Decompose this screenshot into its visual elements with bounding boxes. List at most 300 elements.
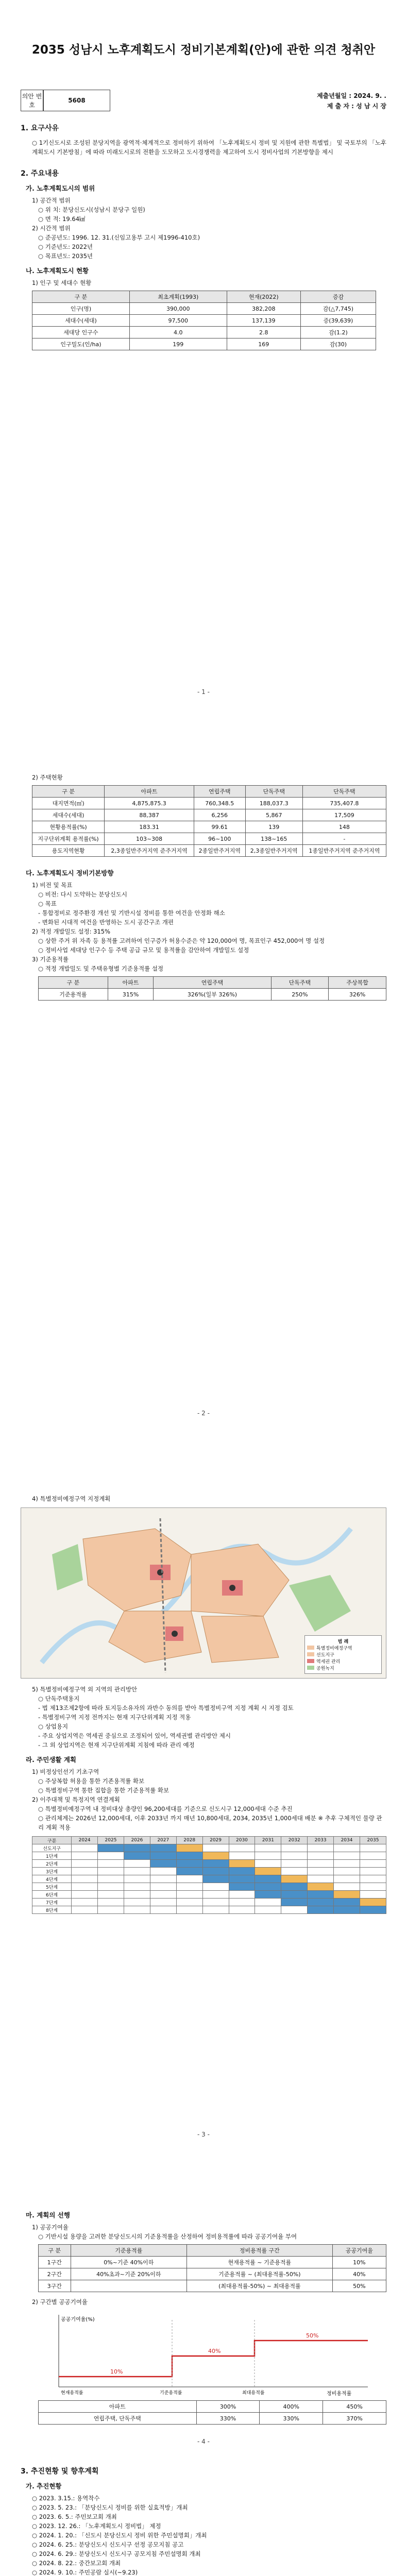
table-cell: 인구(명) <box>32 303 130 315</box>
chart-40pct: 40% <box>208 2348 221 2354</box>
table-cell: 326%(일부 326%) <box>154 989 271 1001</box>
item: ○ 기준년도: 2022년 <box>38 243 93 250</box>
item: 1) 인구 및 세대수 현황 <box>32 279 92 286</box>
legend-item <box>307 1651 379 1658</box>
paragraph: ○ 1기신도시로 조성된 분당지역을 광역적·체계적으로 정비하기 위하여 「노후계획도시 정비 및 지원에 관한 특별법」 및 국토부의 「노후계획도시 기본방침」에 따라 미래도시로의 전환을 도모하고 도시경쟁력을 제고하여 도시 정비사업의 기본방향을 제시 <box>32 139 387 156</box>
gantt-cell <box>281 1883 308 1891</box>
table-cell: 40% <box>332 2268 386 2280</box>
item: 2) 주택현황 <box>32 774 63 781</box>
gantt-cell <box>202 1868 229 1875</box>
gantt-row-label: 1단계 <box>32 1852 72 1860</box>
gantt-cell <box>176 1868 202 1875</box>
history-item: ○ 2024. 6. 25.: 분당신도시 신도시구 선정 공모지침 공고 <box>32 2541 184 2548</box>
history-item: ○ 2024. 8. 22.: 중간보고회 개최 <box>32 2560 121 2567</box>
housing-table <box>32 785 386 857</box>
item: 1) 비전 및 목표 <box>32 882 73 889</box>
gantt-cell <box>72 1852 98 1860</box>
table-cell: 300% <box>196 2401 260 2413</box>
gantt-cell <box>124 1883 150 1891</box>
table-cell: 450% <box>323 2401 386 2413</box>
section-heading: 3. 추진현황 및 향후계획 <box>21 2467 99 2476</box>
table-cell: 2구간 <box>39 2268 71 2280</box>
gantt-cell <box>360 1906 386 1914</box>
table-row <box>32 833 386 845</box>
item: - 통합정비로 정주환경 개선 및 기반시설 정비를 통한 여건을 안정화 해소 <box>38 909 225 917</box>
table-cell: 용도지역현황 <box>32 845 105 857</box>
gantt-cell <box>229 1844 255 1852</box>
gantt-cell <box>202 1906 229 1914</box>
gantt-row-label: 7단계 <box>32 1899 72 1906</box>
page-number: - 4 - <box>197 2438 210 2445</box>
gantt-cell <box>334 1891 360 1899</box>
table-row <box>32 821 386 833</box>
gantt-cell <box>229 1891 255 1899</box>
gantt-cell <box>176 1899 202 1906</box>
table-cell: - <box>302 833 386 845</box>
gantt-cell <box>176 1875 202 1883</box>
table-cell: 아파트 <box>39 2401 197 2413</box>
table-cell: 0%~기준 40%이하 <box>71 2257 186 2268</box>
table-header-cell: 연립주택 <box>194 786 245 798</box>
table-cell: 연립주택, 단독주택 <box>39 2413 197 2425</box>
item: 3) 기준용적률 <box>32 956 69 963</box>
gantt-cell <box>124 1891 150 1899</box>
gantt-header-cell: 2032 <box>281 1837 308 1844</box>
table-cell: 370% <box>323 2413 386 2425</box>
table-cell: 세대당 인구수 <box>32 327 130 338</box>
bill-info <box>21 90 386 111</box>
gantt-cell <box>229 1906 255 1914</box>
gantt-row <box>32 1906 386 1914</box>
gantt-header-cell: 2028 <box>176 1837 202 1844</box>
map-legend <box>304 1635 382 1674</box>
chart-y-label: 공공기여율(%) <box>61 2317 95 2323</box>
item: ○ 비전: 다시 도약하는 분당신도시 <box>38 891 127 898</box>
chart-current-far: 현재용적률 <box>61 2391 83 2396</box>
gantt-cell <box>334 1860 360 1868</box>
gantt-cell <box>98 1844 124 1852</box>
gantt-cell <box>229 1875 255 1883</box>
item: 2) 시간적 범위 <box>32 225 71 232</box>
page-number: - 1 - <box>197 688 210 696</box>
table-cell <box>71 2280 186 2292</box>
sub-heading: 나. 노후계획도시 현황 <box>26 267 89 275</box>
table-cell: 169 <box>227 338 300 350</box>
gantt-cell <box>229 1860 255 1868</box>
sub-heading: 라. 주민생활 계획 <box>26 1756 76 1764</box>
table-header-cell: 공공기여율 <box>332 2245 386 2257</box>
gantt-cell <box>176 1883 202 1891</box>
table-row <box>39 2280 386 2292</box>
table-cell: 40%초과~기준 20%이하 <box>71 2268 186 2280</box>
gantt-cell <box>255 1899 281 1906</box>
gantt-cell <box>255 1868 281 1875</box>
item: ○ 준공년도: 1996. 12. 31.(신임고용부 고시 제1996-410호) <box>38 234 200 241</box>
table-row <box>32 798 386 809</box>
gantt-cell <box>98 1899 124 1906</box>
gantt-cell <box>308 1844 334 1852</box>
table-row <box>32 315 376 327</box>
gantt-row <box>32 1875 386 1883</box>
item: 1) 비정상인선기 기초구역 <box>32 1768 99 1775</box>
gantt-header-cell: 2027 <box>150 1837 176 1844</box>
gantt-cell <box>308 1906 334 1914</box>
sub-heading: 가. 노후계획도시의 범위 <box>26 184 95 192</box>
gantt-cell <box>308 1852 334 1860</box>
page-1 <box>0 0 407 742</box>
gantt-cell <box>98 1852 124 1860</box>
gantt-cell <box>308 1891 334 1899</box>
table-cell: 96~100 <box>194 833 245 845</box>
gantt-header-cell: 2024 <box>72 1837 98 1844</box>
chart-base-far: 기준용적률 <box>160 2391 182 2396</box>
table-header-cell: 구 분 <box>32 786 105 798</box>
gantt-cell <box>98 1883 124 1891</box>
item: 2) 구간별 공공기여율 <box>32 2298 88 2306</box>
gantt-cell <box>334 1868 360 1875</box>
gantt-cell <box>176 1852 202 1860</box>
table-cell: 4.0 <box>129 327 227 338</box>
table-cell: 17,509 <box>302 809 386 821</box>
gantt-cell <box>255 1844 281 1852</box>
section-heading: 1. 요구사유 <box>21 124 59 132</box>
table-cell: 대지면적(㎡) <box>32 798 105 809</box>
gantt-cell <box>281 1906 308 1914</box>
table-cell: 감(1.2) <box>300 327 376 338</box>
item: - 변화된 시대적 여건을 반영하는 도시 공간구조 개편 <box>38 919 174 926</box>
table-header-cell: 단독주택 <box>271 977 329 989</box>
legend-title: 범 례 <box>337 1639 349 1645</box>
far-table <box>38 976 386 1001</box>
gantt-cell <box>150 1852 176 1860</box>
history-item: ○ 2023. 5. 23.: 「분당신도시 정비를 위한 실효적방」개최 <box>32 2504 188 2511</box>
item: ○ 상업용지 <box>38 1723 69 1730</box>
table-cell: 760,348.5 <box>194 798 245 809</box>
gantt-header-cell: 2026 <box>124 1837 150 1844</box>
gantt-cell <box>255 1875 281 1883</box>
document-title: 2035 성남시 노후계획도시 정비기본계획(안)에 관한 의견 청취안 <box>31 43 376 57</box>
table-cell: 183.31 <box>105 821 194 833</box>
table-cell: 99.61 <box>194 821 245 833</box>
table-cell: 1종일반주거지역 준주거지역 <box>302 845 386 857</box>
table-cell: 지구단위계획 용적률(%) <box>32 833 105 845</box>
gantt-cell <box>150 1868 176 1875</box>
gantt-cell <box>98 1868 124 1875</box>
gantt-cell <box>124 1868 150 1875</box>
legend-item <box>307 1658 379 1665</box>
submit-date: 제출년월일 : 2024. 9. . <box>317 92 386 99</box>
history-item: ○ 2024. 9. 10.: 주민공람 실시(~9.23) <box>32 2569 138 2576</box>
gantt-cell <box>72 1891 98 1899</box>
gantt-row-label: 5단계 <box>32 1883 72 1891</box>
item: ○ 목표 <box>38 900 57 907</box>
gantt-header-cell: 2031 <box>255 1837 281 1844</box>
gantt-cell <box>124 1899 150 1906</box>
table-header-cell: 단독주택 <box>245 786 302 798</box>
table-header-cell: 구 분 <box>39 2245 71 2257</box>
table-row <box>39 2268 386 2280</box>
chart-50pct: 50% <box>306 2332 319 2339</box>
table-row <box>32 845 386 857</box>
table-cell: 330% <box>196 2413 260 2425</box>
history-item: ○ 2023. 3.15.: 용역착수 <box>32 2495 100 2502</box>
chart-values-table <box>38 2400 386 2425</box>
table-cell: 3구간 <box>39 2280 71 2292</box>
legend-item <box>307 1665 379 1671</box>
gantt-cell <box>72 1899 98 1906</box>
gantt-cell <box>360 1899 386 1906</box>
gantt-cell <box>281 1875 308 1883</box>
gantt-header-cell: 2034 <box>334 1837 360 1844</box>
item: ○ 목표년도: 2035년 <box>38 252 93 260</box>
gantt-row <box>32 1852 386 1860</box>
gantt-cell <box>72 1844 98 1852</box>
gantt-cell <box>334 1906 360 1914</box>
item: ○ 기반시설 용량을 고려한 분당신도시의 기준용적률을 산정하여 정비용적률에 따라 공공기여율 부여 <box>38 2233 297 2240</box>
gantt-cell <box>360 1891 386 1899</box>
table-cell: 증(39,639) <box>300 315 376 327</box>
table-cell: 2종일반주거지역 <box>194 845 245 857</box>
gantt-cell <box>281 1868 308 1875</box>
item: ○ 정비사업 세대당 인구수 등 주택 공급 규모 및 용적률을 감안하여 개발밀도 설정 <box>38 946 249 954</box>
history-item: ○ 2024. 6. 29.: 분당신도시 신도시구 공모지침 주민설명회 개최 <box>32 2550 201 2557</box>
gantt-cell <box>255 1891 281 1899</box>
gantt-row-label: 2단계 <box>32 1860 72 1868</box>
gantt-row-label: 3단계 <box>32 1868 72 1875</box>
table-cell: 감(△7,745) <box>300 303 376 315</box>
sub-heading: 다. 노후계획도시 정비기본방향 <box>26 869 114 877</box>
gantt-row <box>32 1899 386 1906</box>
gantt-cell <box>202 1852 229 1860</box>
gantt-cell <box>360 1875 386 1883</box>
bill-meta <box>110 90 386 111</box>
item: 5) 특별정비예정구역 외 지역의 관리방안 <box>32 1686 138 1693</box>
legend-swatch <box>307 1646 314 1650</box>
page-2 <box>0 742 407 1463</box>
table-cell: 382,208 <box>227 303 300 315</box>
gantt-cell <box>72 1883 98 1891</box>
item: ○ 위 치: 분당신도시(성남시 분당구 일원) <box>38 206 145 213</box>
legend-label: 특별정비예정구역 <box>316 1646 352 1651</box>
table-header-cell: 아파트 <box>105 786 194 798</box>
gantt-cell <box>176 1844 202 1852</box>
legend-item <box>307 1645 379 1651</box>
chart-max-far: 최대용적률 <box>242 2391 265 2396</box>
gantt-cell <box>72 1906 98 1914</box>
gantt-cell <box>202 1883 229 1891</box>
gantt-cell <box>202 1844 229 1852</box>
table-cell: 139 <box>245 821 302 833</box>
gantt-cell <box>229 1883 255 1891</box>
table-header-cell: 현재(2022) <box>227 291 300 303</box>
table-cell: 현황용적률(%) <box>32 821 105 833</box>
legend-swatch <box>307 1666 314 1670</box>
table-cell: 390,000 <box>129 303 227 315</box>
gantt-cell <box>308 1860 334 1868</box>
gantt-row-label: 4단계 <box>32 1875 72 1883</box>
gantt-cell <box>229 1852 255 1860</box>
gantt-cell <box>360 1844 386 1852</box>
item: - 그 외 상업지역은 현재 지구단위계획 지침에 따라 관리 예정 <box>38 1741 195 1749</box>
table-header-cell: 아파트 <box>108 977 154 989</box>
gantt-row-label: 6단계 <box>32 1891 72 1899</box>
gantt-cell <box>98 1906 124 1914</box>
gantt-cell <box>72 1875 98 1883</box>
gantt-header-cell: 2035 <box>360 1837 386 1844</box>
table-cell: 137,139 <box>227 315 300 327</box>
legend-swatch <box>307 1659 314 1663</box>
item: ○ 면 적: 19.64㎢ <box>38 215 86 223</box>
contribution-table <box>38 2244 386 2292</box>
table-cell: 188,037.3 <box>245 798 302 809</box>
gantt-cell <box>124 1844 150 1852</box>
gantt-cell <box>98 1875 124 1883</box>
gantt-cell <box>202 1875 229 1883</box>
submitter: 제 출 자 : 성 남 시 장 <box>327 103 386 110</box>
history-item: ○ 2023. 12. 26.: 「노후계획도시 정비법」 제정 <box>32 2522 161 2530</box>
gantt-cell <box>308 1875 334 1883</box>
table-cell: 326% <box>329 989 386 1001</box>
item: ○ 특별정비예정구역 내 정비대상 총량인 96,200세대를 기준으로 신도시구 12,000세대 수준 추진 <box>38 1805 293 1812</box>
gantt-cell <box>281 1899 308 1906</box>
page-number: - 2 - <box>197 1410 210 1417</box>
gantt-cell <box>150 1875 176 1883</box>
item: ○ 적정 개발밀도 및 주택유형별 기준용적률 설정 <box>38 965 164 972</box>
item: ○ 단독주택용지 <box>38 1695 80 1702</box>
migration-schedule-table <box>32 1836 386 1914</box>
table-header-cell: 연립주택 <box>154 977 271 989</box>
gantt-cell <box>150 1844 176 1852</box>
table-header-cell: 최초계획(1993) <box>129 291 227 303</box>
table-header-cell: 단독주택 <box>302 786 386 798</box>
gantt-row-label: 8단계 <box>32 1906 72 1914</box>
item: 4) 특별정비예정구역 지정계획 <box>32 1495 111 1502</box>
table-cell: 5,867 <box>245 809 302 821</box>
legend-label: 공원녹지 <box>316 1666 334 1671</box>
gantt-cell <box>150 1883 176 1891</box>
table-cell: 50% <box>332 2280 386 2292</box>
table-cell: 4,875,875.3 <box>105 798 194 809</box>
item: 1) 공간적 범위 <box>32 197 71 204</box>
item: - 주요 상업지역은 역세권 중심으로 조정되어 있어, 역세권별 관리방안 제시 <box>38 1732 231 1739</box>
gantt-cell <box>334 1883 360 1891</box>
gantt-cell <box>281 1860 308 1868</box>
table-cell: 기준용적률 <box>39 989 108 1001</box>
gantt-header-cell: 2030 <box>229 1837 255 1844</box>
table-cell: 250% <box>271 989 329 1001</box>
gantt-cell <box>281 1852 308 1860</box>
table-row <box>32 327 376 338</box>
table-cell: (최대용적률-50%) ~ 최대용적률 <box>187 2280 333 2292</box>
gantt-cell <box>360 1852 386 1860</box>
gantt-cell <box>202 1891 229 1899</box>
gantt-cell <box>124 1906 150 1914</box>
table-header-cell: 기준용적률 <box>71 2245 186 2257</box>
table-row <box>32 338 376 350</box>
bill-number-label: 의안 번호 <box>21 90 43 111</box>
table-header-cell: 정비용적률 구간 <box>187 2245 333 2257</box>
item: - 특별정비구역 지정 전까지는 현재 지구단위계획 지정 적용 <box>38 1714 191 1721</box>
table-row <box>32 303 376 315</box>
table-cell: 인구밀도(인/ha) <box>32 338 130 350</box>
gantt-row <box>32 1891 386 1899</box>
table-cell: 735,407.8 <box>302 798 386 809</box>
table-cell: 315% <box>108 989 154 1001</box>
contribution-chart <box>38 2310 386 2425</box>
gantt-cell <box>124 1860 150 1868</box>
gantt-cell <box>334 1899 360 1906</box>
gantt-cell <box>360 1860 386 1868</box>
table-cell: 1구간 <box>39 2257 71 2268</box>
population-table <box>32 291 376 350</box>
table-cell: 400% <box>260 2401 323 2413</box>
gantt-cell <box>150 1891 176 1899</box>
gantt-row-label: 선도지구 <box>32 1844 72 1852</box>
gantt-cell <box>150 1899 176 1906</box>
gantt-cell <box>229 1899 255 1906</box>
gantt-header-cell: 2029 <box>202 1837 229 1844</box>
gantt-cell <box>360 1883 386 1891</box>
gantt-header-cell: 2025 <box>98 1837 124 1844</box>
gantt-cell <box>334 1844 360 1852</box>
chart-10pct: 10% <box>110 2368 123 2375</box>
table-cell: 10% <box>332 2257 386 2268</box>
table-cell: 103~308 <box>105 833 194 845</box>
sub-heading: 가. 추진현황 <box>26 2482 62 2490</box>
legend-label: 선도지구 <box>316 1653 334 1658</box>
gantt-cell <box>334 1875 360 1883</box>
table-cell: 330% <box>260 2413 323 2425</box>
item: 1) 공공기여율 <box>32 2224 69 2231</box>
sub-heading: 마. 계획의 선행 <box>26 2211 70 2219</box>
contribution-chart-svg <box>38 2310 383 2397</box>
gantt-cell <box>72 1860 98 1868</box>
table-cell: 6,256 <box>194 809 245 821</box>
gantt-row <box>32 1844 386 1852</box>
gantt-cell <box>176 1860 202 1868</box>
table-header-cell: 증감 <box>300 291 376 303</box>
gantt-header-cell: 2033 <box>308 1837 334 1844</box>
gantt-row <box>32 1883 386 1891</box>
table-cell: 현재용적률 ~ 기준용적률 <box>187 2257 333 2268</box>
item: 2) 이주대책 및 특정지역 연결계획 <box>32 1796 120 1803</box>
gantt-row <box>32 1868 386 1875</box>
gantt-cell <box>98 1860 124 1868</box>
history-item: ○ 2024. 1. 20.: 「신도시 분당신도시 정비 위한 주민설명회」개최 <box>32 2532 207 2539</box>
legend-label: 역세권 관리 <box>316 1659 341 1665</box>
table-cell: 97,500 <box>129 315 227 327</box>
section-heading: 2. 주요내용 <box>21 170 59 178</box>
gantt-header-cell: 구분 <box>32 1837 72 1844</box>
gantt-cell <box>360 1868 386 1875</box>
gantt-cell <box>176 1891 202 1899</box>
bill-number: 5608 <box>43 90 110 111</box>
gantt-cell <box>202 1860 229 1868</box>
gantt-cell <box>98 1891 124 1899</box>
table-cell: 기준용적률 ~ (최대용적률-50%) <box>187 2268 333 2280</box>
table-header-cell: 주상복합 <box>329 977 386 989</box>
table-cell: 138~165 <box>245 833 302 845</box>
item: - 법 제13조제2항에 따라 토지등소유자의 과반수 동의를 받아 특별정비구역 지정 계획 시 지정 검토 <box>38 1704 294 1711</box>
gantt-cell <box>281 1844 308 1852</box>
item: ○ 특별정비구역 통한 집합을 통한 기준용적률 확보 <box>38 1787 169 1794</box>
table-cell: 세대수(세대) <box>32 315 130 327</box>
gantt-cell <box>281 1891 308 1899</box>
gantt-cell <box>72 1868 98 1875</box>
table-cell: 2,3종일반주거지역 <box>245 845 302 857</box>
gantt-cell <box>334 1852 360 1860</box>
gantt-cell <box>308 1899 334 1906</box>
